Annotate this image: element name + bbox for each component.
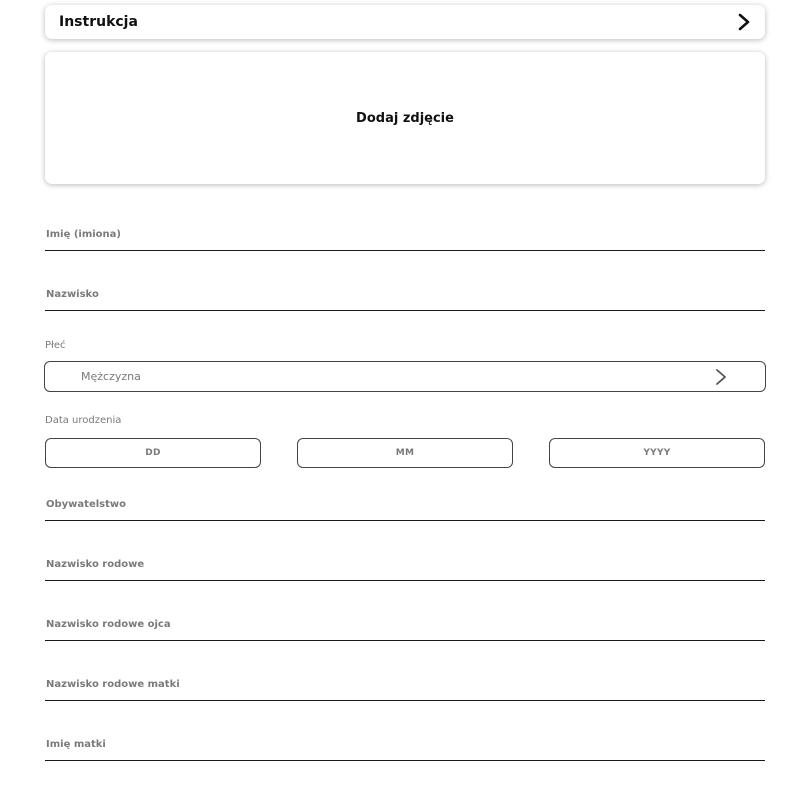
father-maiden-name-field[interactable] xyxy=(45,619,765,641)
chevron-right-icon xyxy=(715,368,727,386)
instruction-title: Instrukcja xyxy=(59,14,138,30)
gender-selected-value: Mężczyzna xyxy=(81,370,141,383)
maiden-name-input[interactable] xyxy=(45,559,765,580)
surname-input[interactable] xyxy=(45,289,765,310)
citizenship-label: Obywatelstwo xyxy=(46,499,126,510)
first-name-input[interactable] xyxy=(45,229,765,250)
mother-maiden-name-field[interactable] xyxy=(45,679,765,701)
citizenship-input[interactable] xyxy=(45,499,765,520)
instruction-card[interactable] xyxy=(45,5,765,39)
birth-year-placeholder: YYYY xyxy=(643,448,671,458)
birth-date-label: Data urodzenia xyxy=(45,415,122,426)
maiden-name-field[interactable] xyxy=(45,559,765,581)
mother-maiden-name-input[interactable] xyxy=(45,679,765,700)
birth-year-input[interactable] xyxy=(549,438,765,468)
mother-first-name-field[interactable] xyxy=(45,739,765,761)
birth-day-input[interactable] xyxy=(45,438,261,468)
maiden-name-label: Nazwisko rodowe xyxy=(46,559,145,570)
surname-label: Nazwisko xyxy=(46,289,99,300)
add-photo-button[interactable] xyxy=(45,52,765,184)
first-name-field[interactable] xyxy=(45,229,765,251)
gender-select[interactable] xyxy=(44,361,766,392)
birth-month-input[interactable] xyxy=(297,438,513,468)
birth-day-placeholder: DD xyxy=(145,448,161,458)
first-name-label: Imię (imiona) xyxy=(46,229,121,240)
mother-maiden-name-label: Nazwisko rodowe matki xyxy=(46,679,180,690)
chevron-right-icon xyxy=(737,13,751,31)
gender-label: Płeć xyxy=(45,340,66,351)
add-photo-label: Dodaj zdjęcie xyxy=(356,110,454,126)
surname-field[interactable] xyxy=(45,289,765,311)
father-maiden-name-input[interactable] xyxy=(45,619,765,640)
father-maiden-name-label: Nazwisko rodowe ojca xyxy=(46,619,171,630)
mother-first-name-label: Imię matki xyxy=(46,739,106,750)
birth-month-placeholder: MM xyxy=(395,448,415,458)
citizenship-field[interactable] xyxy=(45,499,765,521)
mother-first-name-input[interactable] xyxy=(45,739,765,760)
